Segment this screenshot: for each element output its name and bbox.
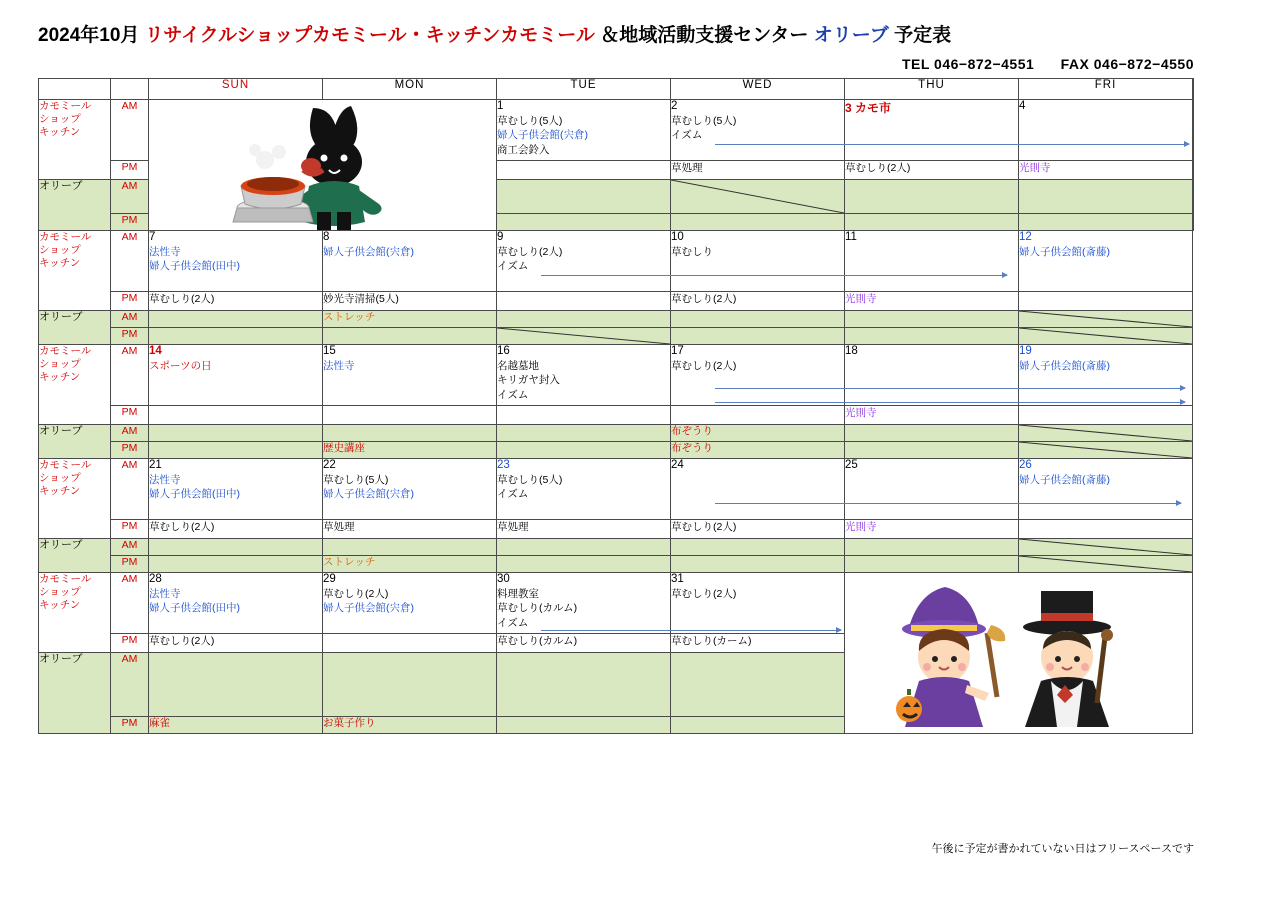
row-label-line: キッチン: [39, 485, 81, 498]
event-text: 草むしり(5人): [671, 115, 737, 128]
olive-activity-label: 布ぞうり: [671, 425, 713, 437]
diagonal-strike: [1019, 539, 1192, 555]
event-text: 光則寺: [1019, 162, 1051, 174]
event-text: 婦人子供会館(宍倉): [497, 129, 588, 142]
table-header-row: [39, 79, 1194, 100]
event-text: 草むしり(2人): [845, 162, 911, 174]
kamomile-pm-row: [39, 292, 1194, 311]
continuation-arrow: [715, 402, 1185, 403]
day-number: 2: [671, 100, 678, 112]
kamomile-am-row: [39, 345, 1194, 406]
event-text: 草むしり(2人): [671, 588, 737, 601]
diagonal-strike: [1019, 311, 1192, 327]
event-text: 草むしり(2人): [671, 360, 737, 373]
day-number: 25: [845, 459, 858, 471]
event-text: 草むしり(2人): [497, 246, 563, 259]
ampm-cell-pm: PM: [111, 214, 149, 231]
event-text: 婦人子供会館(田中): [149, 488, 240, 501]
olive-activity-cell[interactable]: [671, 442, 845, 459]
ampm-cell-am: AM: [111, 573, 149, 634]
day-cell-am[interactable]: [671, 573, 845, 634]
row-label-kamomile: [39, 459, 111, 539]
title-shop: リサイクルショップカモミール・キッチンカモミール: [144, 25, 595, 46]
day-number: 26: [1019, 459, 1032, 471]
event-text: 婦人子供会館(宍倉): [323, 488, 414, 501]
olive-activity-cell[interactable]: [845, 556, 1019, 573]
day-number: 28: [149, 573, 162, 585]
row-label-olive: オリーブ: [39, 653, 111, 734]
olive-activity-cell[interactable]: [497, 214, 671, 231]
olive-activity-label: お菓子作り: [323, 717, 376, 729]
day-cell-pm[interactable]: [149, 406, 323, 425]
fax-number: FAX 046−872−4550: [1060, 56, 1194, 72]
kamomile-am-row: [39, 100, 1194, 161]
day-number: 7: [149, 231, 156, 243]
day-cell-pm[interactable]: [845, 520, 1019, 539]
day-cell-pm[interactable]: [497, 634, 671, 653]
row-label-line: カモミール: [39, 231, 92, 243]
event-text: 草むしり(2人): [149, 635, 215, 647]
olive-activity-cell[interactable]: [497, 539, 671, 556]
event-text: 草むしり(2人): [149, 293, 215, 305]
day-number: 12: [1019, 231, 1032, 243]
column-header-fri: FRI: [1019, 79, 1193, 100]
ampm-cell-pm: PM: [111, 442, 149, 459]
day-cell-pm[interactable]: [323, 634, 497, 653]
olive-activity-cell[interactable]: [323, 425, 497, 442]
continuation-arrow: [715, 388, 1185, 389]
day-cell-pm[interactable]: [671, 292, 845, 311]
day-cell-am[interactable]: [323, 231, 497, 292]
day-number: 23: [497, 459, 510, 471]
day-number: 9: [497, 231, 504, 243]
event-text: 婦人子供会館(宍倉): [323, 602, 414, 615]
day-number: 24: [671, 459, 684, 471]
olive-activity-cell[interactable]: [1019, 556, 1193, 573]
row-label-line: キッチン: [39, 126, 81, 139]
olive-activity-cell[interactable]: [671, 180, 845, 214]
olive-activity-cell[interactable]: [149, 425, 323, 442]
event-text: イズム: [497, 260, 529, 273]
page-title: [38, 20, 951, 47]
row-label-line: ショップ: [39, 472, 81, 485]
footer-note: 午後に予定が書かれていない日はフリースペースです: [931, 843, 1194, 855]
day-cell-pm[interactable]: [497, 406, 671, 425]
day-cell-pm[interactable]: [497, 161, 671, 180]
day-cell-am[interactable]: [1193, 100, 1194, 161]
ampm-cell-pm: PM: [111, 406, 149, 425]
olive-am-row: [39, 425, 1194, 442]
olive-activity-cell[interactable]: [1019, 328, 1193, 345]
olive-activity-cell[interactable]: [671, 214, 845, 231]
ampm-cell-pm: PM: [111, 292, 149, 311]
title-amp: ＆地域活動支援センター: [600, 25, 809, 46]
day-number: 4: [1019, 100, 1026, 112]
olive-activity-cell[interactable]: [323, 653, 497, 717]
row-label-olive: オリーブ: [39, 311, 111, 345]
event-text: 草むしり(5人): [323, 474, 389, 487]
row-label-kamomile: [39, 345, 111, 425]
olive-activity-cell[interactable]: [1193, 180, 1194, 214]
olive-activity-cell[interactable]: [497, 653, 671, 717]
day-number: 1: [497, 100, 504, 112]
day-cell-am[interactable]: [845, 345, 1019, 406]
day-cell-am[interactable]: [845, 231, 1019, 292]
day-number: 8: [323, 231, 330, 243]
olive-activity-cell[interactable]: [845, 442, 1019, 459]
olive-activity-cell[interactable]: [323, 539, 497, 556]
day-cell-am[interactable]: [149, 345, 323, 406]
halloween-illustration-cell: [845, 573, 1193, 734]
day-number: 17: [671, 345, 684, 357]
row-label-kamomile: [39, 573, 111, 653]
day-cell-pm[interactable]: [671, 520, 845, 539]
olive-activity-cell[interactable]: [323, 442, 497, 459]
event-text: 草むしり(カーム): [671, 635, 752, 647]
row-label-line: カモミール: [39, 345, 92, 357]
event-text: 草むしり(2人): [671, 521, 737, 533]
ampm-cell-am: AM: [111, 459, 149, 520]
olive-activity-cell[interactable]: [323, 717, 497, 734]
olive-activity-cell[interactable]: [671, 539, 845, 556]
day-cell-pm[interactable]: [497, 292, 671, 311]
day-cell-pm[interactable]: [845, 161, 1019, 180]
day-cell-am[interactable]: [497, 231, 671, 292]
rabbit-mascot-cell: [149, 100, 497, 231]
event-text: 光則寺: [845, 407, 877, 419]
day-cell-am[interactable]: [497, 573, 671, 634]
event-text: 商工会鈴入: [497, 143, 550, 156]
event-text: イズム: [671, 129, 703, 142]
continuation-arrow: [715, 503, 1181, 504]
event-text: 婦人子供会館(田中): [149, 602, 240, 615]
olive-activity-cell[interactable]: [497, 442, 671, 459]
day-cell-am[interactable]: [671, 345, 845, 406]
event-text: 草処理: [323, 521, 355, 533]
ampm-cell-pm: PM: [111, 520, 149, 539]
column-header-tue: TUE: [497, 79, 671, 100]
event-text: 光則寺: [845, 521, 877, 533]
olive-pm-row: [39, 328, 1194, 345]
olive-activity-cell[interactable]: [671, 653, 845, 717]
olive-activity-cell[interactable]: [323, 556, 497, 573]
ampm-cell-am: AM: [111, 425, 149, 442]
day-cell-am[interactable]: [671, 231, 845, 292]
ampm-cell-pm: PM: [111, 328, 149, 345]
title-tail: 予定表: [894, 25, 952, 46]
day-cell-pm[interactable]: [497, 520, 671, 539]
event-text: 草むしり(5人): [497, 115, 563, 128]
event-text: 妙光寺清掃(5人): [323, 293, 399, 305]
olive-activity-cell[interactable]: [323, 311, 497, 328]
day-cell-am[interactable]: [1019, 345, 1193, 406]
calendar-table: [38, 78, 1194, 734]
event-text: 名越墓地: [497, 360, 539, 373]
day-cell-pm[interactable]: [323, 292, 497, 311]
row-label-olive: オリーブ: [39, 539, 111, 573]
row-label-olive: オリーブ: [39, 180, 111, 231]
event-text: 草むしり(2人): [671, 293, 737, 305]
kamomile-pm-row: [39, 406, 1194, 425]
event-text: 婦人子供会館(宍倉): [323, 246, 414, 259]
event-text: 草処理: [497, 521, 529, 533]
row-label-kamomile: [39, 231, 111, 311]
olive-activity-label: ストレッチ: [323, 311, 376, 323]
ampm-cell-am: AM: [111, 653, 149, 717]
event-text: 草むしり: [671, 246, 713, 259]
day-cell-am[interactable]: [497, 345, 671, 406]
ampm-cell-pm: PM: [111, 717, 149, 734]
diagonal-strike: [1019, 328, 1192, 344]
row-label-line: カモミール: [39, 100, 92, 112]
title-olive: オリーブ: [813, 25, 889, 46]
day-cell-pm[interactable]: [323, 520, 497, 539]
diagonal-strike: [1019, 425, 1192, 441]
day-cell-am[interactable]: [1019, 231, 1193, 292]
day-cell-am[interactable]: [497, 459, 671, 520]
day-number: 29: [323, 573, 336, 585]
day-cell-am[interactable]: [845, 459, 1019, 520]
olive-activity-cell[interactable]: [671, 717, 845, 734]
row-label-line: カモミール: [39, 459, 92, 471]
olive-activity-cell[interactable]: [497, 328, 671, 345]
day-cell-pm[interactable]: [149, 292, 323, 311]
row-label-olive: オリーブ: [39, 425, 111, 459]
olive-activity-label: ストレッチ: [323, 556, 376, 568]
day-cell-am[interactable]: [149, 459, 323, 520]
day-cell-am[interactable]: [1019, 459, 1193, 520]
ampm-cell-pm: PM: [111, 556, 149, 573]
ampm-cell-am: AM: [111, 539, 149, 556]
olive-activity-cell[interactable]: [149, 442, 323, 459]
day-number: 14: [149, 345, 162, 357]
event-text: 法性寺: [149, 588, 181, 601]
continuation-arrow: [715, 144, 1189, 145]
event-text: 草むしり(カルム): [497, 635, 578, 647]
day-cell-am[interactable]: [323, 459, 497, 520]
kamomile-pm-row: [39, 520, 1194, 539]
ampm-cell-pm: PM: [111, 634, 149, 653]
continuation-arrow: [541, 275, 1007, 276]
olive-activity-cell[interactable]: [149, 539, 323, 556]
olive-activity-cell[interactable]: [845, 539, 1019, 556]
row-label-line: キッチン: [39, 599, 81, 612]
olive-activity-cell[interactable]: [149, 717, 323, 734]
rabbit-mascot-illustration: [225, 100, 421, 230]
olive-activity-cell[interactable]: [497, 717, 671, 734]
day-number: 11: [845, 231, 857, 243]
kamomile-am-row: [39, 459, 1194, 520]
day-cell-pm[interactable]: [671, 161, 845, 180]
day-number: 15: [323, 345, 336, 357]
row-label-line: キッチン: [39, 257, 81, 270]
continuation-arrow: [541, 630, 841, 631]
olive-activity-cell[interactable]: [497, 425, 671, 442]
ampm-cell-am: AM: [111, 100, 149, 161]
event-text: 草処理: [671, 162, 703, 174]
diagonal-strike: [1019, 442, 1192, 458]
day-cell-pm[interactable]: [149, 634, 323, 653]
ampm-cell-am: AM: [111, 180, 149, 214]
day-cell-pm[interactable]: [1019, 406, 1193, 425]
column-header-thu: THU: [845, 79, 1019, 100]
olive-activity-label: 歴史講座: [323, 442, 365, 454]
event-text: 婦人子供会館(斎藤): [1019, 360, 1110, 373]
olive-activity-cell[interactable]: [1019, 442, 1193, 459]
day-number: 31: [671, 573, 684, 585]
halloween-kids-illustration: [869, 573, 1169, 733]
event-text: 光則寺: [845, 293, 877, 305]
column-header-sat: [1193, 79, 1194, 100]
corner-cell-ampm: [111, 79, 149, 100]
telephone-number: TEL 046−872−4551: [901, 56, 1035, 72]
day-cell-pm[interactable]: [671, 634, 845, 653]
day-cell-pm[interactable]: [1019, 161, 1193, 180]
olive-activity-cell[interactable]: [845, 328, 1019, 345]
event-text: 法性寺: [149, 474, 181, 487]
ampm-cell-pm: PM: [111, 161, 149, 180]
day-cell-am[interactable]: [149, 573, 323, 634]
day-cell-am[interactable]: [845, 100, 1019, 161]
day-number: 16: [497, 345, 510, 357]
row-label-line: ショップ: [39, 244, 81, 257]
event-text: 法性寺: [149, 246, 181, 259]
day-cell-am[interactable]: [323, 573, 497, 634]
diagonal-strike: [671, 180, 844, 213]
day-cell-pm[interactable]: [845, 406, 1019, 425]
event-text: イズム: [497, 488, 529, 501]
olive-am-row: [39, 539, 1194, 556]
event-text: 法性寺: [323, 360, 355, 373]
day-cell-pm[interactable]: [323, 406, 497, 425]
diagonal-strike: [497, 328, 670, 344]
kamomile-am-row: [39, 231, 1194, 292]
olive-activity-cell[interactable]: [1019, 539, 1193, 556]
day-number: 21: [149, 459, 162, 471]
day-cell-pm[interactable]: [1019, 520, 1193, 539]
olive-activity-cell[interactable]: [1193, 214, 1194, 231]
row-label-kamomile: [39, 100, 111, 180]
contact-info: [880, 56, 1194, 72]
olive-activity-cell[interactable]: [845, 311, 1019, 328]
olive-activity-cell[interactable]: [1019, 425, 1193, 442]
olive-activity-cell[interactable]: [497, 311, 671, 328]
olive-am-row: [39, 311, 1194, 328]
ampm-cell-am: AM: [111, 345, 149, 406]
day-number: 10: [671, 231, 684, 243]
event-text: 婦人子供会館(斎藤): [1019, 474, 1110, 487]
olive-activity-cell[interactable]: [497, 180, 671, 214]
olive-activity-cell[interactable]: [1019, 180, 1193, 214]
olive-activity-cell[interactable]: [497, 556, 671, 573]
olive-activity-cell[interactable]: [845, 425, 1019, 442]
day-cell-am[interactable]: [323, 345, 497, 406]
event-text: 3 カモ市: [845, 101, 892, 115]
row-label-line: ショップ: [39, 358, 81, 371]
day-cell-pm[interactable]: [1019, 292, 1193, 311]
olive-activity-label: 布ぞうり: [671, 442, 713, 454]
olive-activity-label: 麻雀: [149, 717, 170, 729]
olive-activity-cell[interactable]: [149, 556, 323, 573]
row-label-line: ショップ: [39, 113, 81, 126]
event-text: イズム: [497, 388, 529, 401]
olive-activity-cell[interactable]: [1019, 311, 1193, 328]
column-header-mon: MON: [323, 79, 497, 100]
olive-activity-cell[interactable]: [845, 214, 1019, 231]
corner-cell-label: [39, 79, 111, 100]
day-cell-pm[interactable]: [1193, 161, 1194, 180]
kamomile-am-row: [39, 573, 1194, 634]
event-text: キリガヤ封入: [497, 374, 560, 387]
ampm-cell-am: AM: [111, 231, 149, 292]
event-text: 草むしり(2人): [149, 521, 215, 533]
olive-activity-cell[interactable]: [149, 653, 323, 717]
row-label-line: キッチン: [39, 371, 81, 384]
olive-pm-row: [39, 556, 1194, 573]
day-number: 22: [323, 459, 336, 471]
event-text: 草むしり(5人): [497, 474, 563, 487]
olive-activity-cell[interactable]: [323, 328, 497, 345]
day-number: 30: [497, 573, 510, 585]
olive-activity-cell[interactable]: [845, 180, 1019, 214]
day-number: 18: [845, 345, 858, 357]
diagonal-strike: [1019, 556, 1192, 572]
title-date: 2024年10月: [38, 25, 140, 46]
day-number: 19: [1019, 345, 1032, 357]
olive-activity-cell[interactable]: [1019, 214, 1193, 231]
olive-pm-row: [39, 442, 1194, 459]
day-cell-pm[interactable]: [845, 292, 1019, 311]
day-cell-am[interactable]: [1019, 100, 1193, 161]
event-text: 婦人子供会館(田中): [149, 260, 240, 273]
row-label-line: ショップ: [39, 586, 81, 599]
day-cell-am[interactable]: [149, 231, 323, 292]
ampm-cell-am: AM: [111, 311, 149, 328]
event-text: 草むしり(カルム): [497, 602, 578, 615]
olive-activity-cell[interactable]: [671, 328, 845, 345]
olive-activity-cell[interactable]: [671, 425, 845, 442]
day-cell-am[interactable]: [671, 100, 845, 161]
day-cell-pm[interactable]: [149, 520, 323, 539]
day-cell-pm[interactable]: [671, 406, 845, 425]
olive-activity-cell[interactable]: [149, 328, 323, 345]
day-cell-am[interactable]: [497, 100, 671, 161]
event-text: スポーツの日: [149, 360, 212, 373]
column-header-wed: WED: [671, 79, 845, 100]
row-label-line: カモミール: [39, 573, 92, 585]
olive-activity-cell[interactable]: [149, 311, 323, 328]
day-cell-am[interactable]: [671, 459, 845, 520]
olive-activity-cell[interactable]: [671, 556, 845, 573]
event-text: 料理教室: [497, 588, 539, 601]
event-text: 婦人子供会館(斎藤): [1019, 246, 1110, 259]
olive-activity-cell[interactable]: [671, 311, 845, 328]
column-header-sun: SUN: [149, 79, 323, 100]
event-text: イズム: [497, 616, 529, 629]
event-text: 草むしり(2人): [323, 588, 389, 601]
